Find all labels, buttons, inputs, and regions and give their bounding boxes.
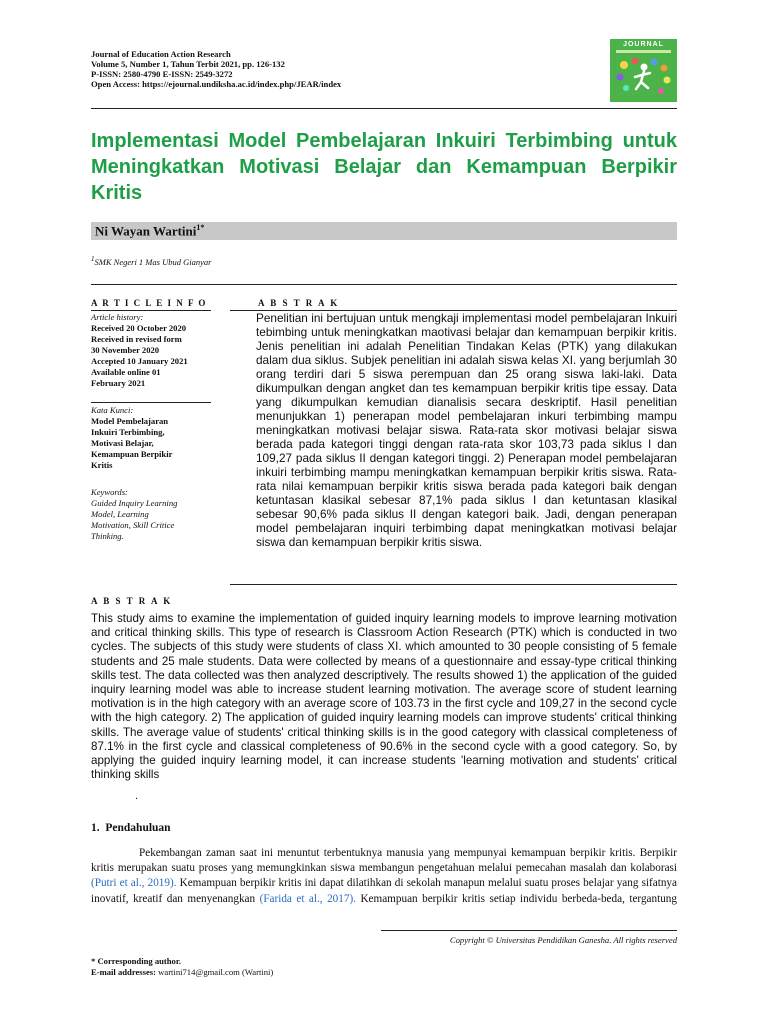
kata-kunci-4: Kemampuan Berpikir (91, 449, 173, 459)
keywords-label: Keywords: (91, 487, 128, 497)
kata-kunci-label: Kata Kunci: (91, 405, 134, 415)
affiliation-text: SMK Negeri 1 Mas Ubud Gianyar (94, 256, 212, 267)
keywords-3: Motivation, Skill Critice (91, 520, 175, 530)
article-info-heading: A R T I C L E I N F O (91, 298, 207, 308)
keywords (91, 487, 211, 542)
corresponding-label: * Corresponding author. (91, 956, 182, 966)
history-received: Received 20 October 2020 (91, 323, 187, 333)
corresponding-email (91, 967, 273, 978)
article-info-divider-mid (91, 402, 211, 403)
kata-kunci-2: Inkuiri Terbimbing, (91, 427, 165, 437)
abstrak-heading: A B S T R A K (258, 298, 340, 308)
history-revised-2: 30 November 2020 (91, 345, 160, 355)
citation-farida[interactable]: (Farida et al., 2017). (259, 892, 356, 905)
body-text-2: Kemampuan berpikir kritis ini dapat dilatihkan di sekolah manapun melalui suatu proses belajar yang sifatnya inovatif, kreatif dan menyenangkan (91, 877, 677, 905)
journal-volume: Volume 5, Number 1, Tahun Terbit 2021, pp. 126-132 (91, 59, 285, 69)
header-divider (91, 108, 677, 109)
article-history (91, 312, 211, 389)
journal-logo-graphic (610, 53, 677, 102)
kata-kunci (91, 405, 211, 471)
copyright-divider (381, 930, 677, 931)
history-online-2: February 2021 (91, 378, 146, 388)
history-accepted: Accepted 10 January 2021 (91, 356, 188, 366)
body-text-3: Kemampuan berpikir kritis setiap individu berbeda-beda, tergantung (355, 892, 677, 905)
keywords-2: Model, Learning (91, 509, 149, 519)
abstrak-divider-bottom (230, 584, 677, 585)
body-text-1: Pekembangan zaman saat ini menuntut terbentuknya manusia yang mempunyai kemampuan berpikir kritis. Berpikir kritis merupakan suatu proses yang memungkinkan siswa membangun pengetahuan melalui pemecahan masalah dan kolaborasi (91, 847, 677, 875)
journal-issn: P-ISSN: 2580-4790 E-ISSN: 2549-3272 (91, 69, 233, 79)
section-title: Pendahuluan (105, 822, 171, 834)
history-revised-1: Received in revised form (91, 334, 182, 344)
affiliation-divider (91, 284, 677, 285)
history-online-1: Available online 01 (91, 367, 161, 377)
citation-putri[interactable]: (Putri et al., 2019). (91, 877, 177, 890)
author-name: Ni Wayan Wartini (95, 223, 197, 239)
author (95, 223, 204, 239)
journal-logo-title: JOURNAL (623, 41, 664, 48)
paper-title: Implementasi Model Pembelajaran Inkuiri Terbimbing untuk Meningkatkan Motivasi Belajar dan Kemampuan Berpikir Kritis (91, 130, 677, 204)
section-heading (91, 822, 171, 834)
journal-name: Journal of Education Action Research (91, 49, 231, 59)
keywords-1: Guided Inquiry Learning (91, 498, 178, 508)
abstract-dot: . (135, 790, 139, 802)
corresponding-author (91, 956, 273, 978)
journal-header (91, 49, 411, 89)
abstract-text: This study aims to examine the implementation of guided inquiry learning models to improve learning motivation and critical thinking skills. This type of research is Classroom Action Research (PTK) which is conducted in two cycles. The subjects of this study were students of class XI. which amounted to 30 people consisting of 5 female students and 25 male students. Data were collected by means of a questionnaire and essay-type critical thinking skills test. The data collected was then analyzed descriptively. The results showed 1) the application of the guided inquiry learning model was able to increase student learning motivation. The average score of student learning motivation is in the high category with an average score of 103.73 in the first cycle and 109,27 in the second cycle with the high category. 2) The application of guided inquiry learning models can improve students' critical thinking skills. The average value of students' critical thinking skills is in the good category with classical completeness of 87.1% in the first cycle and classical completeness of 90.6% in the second cycle with a good category. So, by applying the guided inquiry learning model, it can increase students 'learning motivation and students' critical thinking skills (91, 612, 677, 782)
keywords-4: Thinking. (91, 531, 124, 541)
abstrak-text: Penelitian ini bertujuan untuk mengkaji implementasi model pembelajaran Inkuiri tebimbing untuk meningkatkan maotivasi belajar dan kemampuan berpikir kritis. Jenis penelitian ini adalah Penelitian Tindakan Kelas (PTK) yang dilakukan dalam dua siklus. Subjek penelitian ini adalah siswa kelas XI. yang berjumlah 30 orang terdiri dari 5 siswa perempuan dan 25 orang siswa laki-laki. Data dikumpulkan dengan angket dan tes kemampuan berpikir kritis tipe essay. Data yang dikumpulkan kemudian dianalisis secara deskriptif. Hasil penelitian menunjukkan 1) penerapan model pembelajaran inkuri terbimbing mampu meningkatkan motivasi belajar siswa. Rata-rata skor motivasi belajar siswa berada pada kategori tinggi dengan rata-rata skor 103,73 pada siklus I dan 109,27 pada siklus II dengan kategori tinggi. 2) Penerapan model pembelajaran inkuiri terbimbing mampu meningkatkan kemampuan berpikir kritis siswa. Rata-rata nilai kemampuan berpikir kritis siswa berada pada kategori baik dengan ketuntasan klasikal sebesar 87,1% pada siklus I dan ketuntasan klasikal sebesar 90,6% pada siklus II dengan kategori baik. Jadi, dengan penerapan model pembelajaran inquiri terbimbing dapat meningkatkan motivasi belajar siswa dan kemampuan berpikir kritis siswa. (256, 311, 677, 549)
affiliation-sup: 1 (91, 255, 95, 263)
journal-open-access: Open Access: https://ejournal.undiksha.ac.id/index.php/JEAR/index (91, 79, 342, 89)
email-value[interactable]: wartini714@gmail.com (Wartini) (158, 967, 274, 977)
section-number: 1. (91, 822, 100, 834)
kata-kunci-1: Model Pembelajaran (91, 416, 169, 426)
copyright: Copyright © Universitas Pendidikan Ganesha. All rights reserved (449, 935, 677, 945)
history-label: Article history: (91, 312, 144, 322)
kata-kunci-3: Motivasi Belajar, (91, 438, 154, 448)
body-paragraph (91, 846, 677, 907)
email-label: E-mail addresses: (91, 967, 157, 977)
author-sup: 1* (196, 223, 205, 232)
kata-kunci-5: Kritis (91, 460, 113, 470)
journal-logo (610, 39, 677, 102)
affiliation (91, 255, 211, 267)
abstract-heading: A B S T R A K (91, 596, 173, 606)
article-info-divider-top (91, 310, 211, 311)
